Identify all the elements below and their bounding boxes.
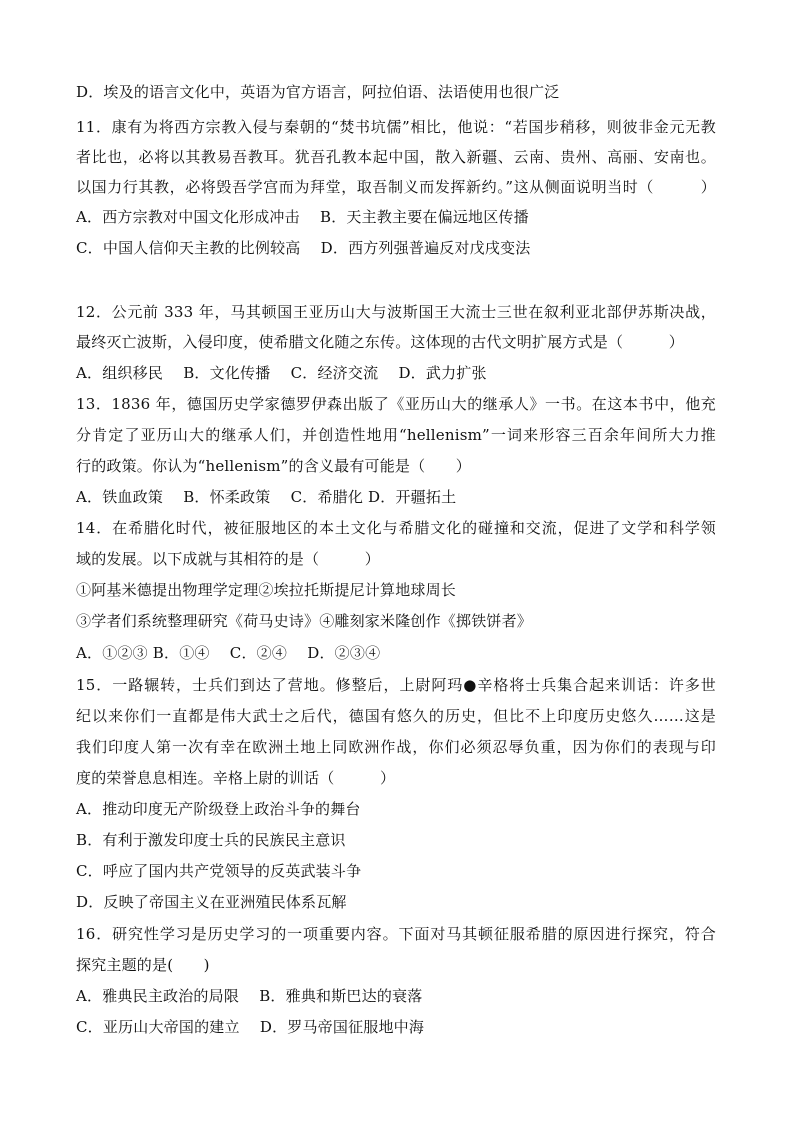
q11-options-ab: A．西方宗教对中国文化形成冲击 B．天主教主要在偏远地区传播 <box>76 208 529 226</box>
q16-stem-line-2: 探究主题的是( ) <box>76 956 210 974</box>
q11-stem-line-3: 以国力行其教，必将毁吾学宫而为拜堂，取吾制义而发挥新约。”这从侧面说明当时（ ） <box>76 178 716 196</box>
q12-stem-line-2: 最终灭亡波斯，入侵印度，使希腊文化随之东传。这体现的古代文明扩展方式是（ ） <box>76 333 685 351</box>
q13-stem-line-2: 分肯定了亚历山大的继承人们，并创造性地用“hellenism”一词来形容三百余年间所大力推 <box>76 426 716 444</box>
q14-stem-line-2: 域的发展。以下成就与其相符的是（ ） <box>76 550 381 568</box>
q13-stem-line-1: 13．1836 年，德国历史学家德罗伊森出版了《亚历山大的继承人》一书。在这本书中，他充 <box>76 395 716 413</box>
q15-stem-line-1: 15．一路辗转，士兵们到达了营地。修整后，上尉阿玛●辛格将士兵集合起来训话：许多世 <box>76 676 716 694</box>
q13-stem-line-3: 行的政策。你认为“hellenism”的含义最有可能是（ ） <box>76 457 471 475</box>
q15-option-b: B．有利于激发印度士兵的民族民主意识 <box>76 831 346 849</box>
q15-option-d: D．反映了帝国主义在亚洲殖民体系瓦解 <box>76 893 347 911</box>
q11-options-cd: C．中国人信仰天主教的比例较高 D．西方列强普遍反对戊戌变法 <box>76 239 531 257</box>
q10-option-d: D．埃及的语言文化中，英语为官方语言，阿拉伯语、法语使用也很广泛 <box>76 83 560 101</box>
q14-stem-line-1: 14．在希腊化时代，被征服地区的本土文化与希腊文化的碰撞和交流，促进了文学和科学领 <box>76 519 716 537</box>
q15-stem-line-3: 我们印度人第一次有幸在欧洲土地上同欧洲作战，你们必须忍辱负重，因为你们的表现与印 <box>76 738 716 756</box>
q16-stem-line-1: 16．研究性学习是历史学习的一项重要内容。下面对马其顿征服希腊的原因进行探究，符合 <box>76 925 716 943</box>
q11-stem-line-2: 者比也，必将以其教易吾教耳。犹吾孔教本起中国，散入新疆、云南、贵州、高丽、安南也。 <box>76 148 716 166</box>
q11-stem-line-1: 11．康有为将西方宗教入侵与秦朝的“焚书坑儒”相比，他说：“若国步稍移，则彼非金元无教 <box>76 118 716 136</box>
q14-statements-3-4: ③学者们系统整理研究《荷马史诗》④雕刻家米隆创作《掷铁饼者》 <box>76 612 533 630</box>
q12-options: A．组织移民 B．文化传播 C．经济交流 D．武力扩张 <box>76 364 487 382</box>
q13-options: A．铁血政策 B．怀柔政策 C．希腊化 D．开疆拓土 <box>76 488 457 506</box>
q14-options: A．①②③ B．①④ C．②④ D．②③④ <box>76 644 381 662</box>
q15-stem-line-4: 度的荣誉息息相连。辛格上尉的训话（ ） <box>76 769 396 787</box>
q14-statements-1-2: ①阿基米德提出物理学定理②埃拉托斯提尼计算地球周长 <box>76 581 457 599</box>
q15-stem-line-2: 纪以来你们一直都是伟大武士之后代，德国有悠久的历史，但比不上印度历史悠久……这是 <box>76 707 716 725</box>
q12-stem-line-1: 12．公元前 333 年，马其顿国王亚历山大与波斯国王大流士三世在叙利亚北部伊苏斯决战， <box>76 303 716 321</box>
q16-options-cd: C．亚历山大帝国的建立 D．罗马帝国征服地中海 <box>76 1018 425 1036</box>
q15-option-c: C．呼应了国内共产党领导的反英武装斗争 <box>76 862 362 880</box>
q15-option-a: A．推动印度无产阶级登上政治斗争的舞台 <box>76 800 361 818</box>
q16-options-ab: A．雅典民主政治的局限 B．雅典和斯巴达的衰落 <box>76 987 423 1005</box>
